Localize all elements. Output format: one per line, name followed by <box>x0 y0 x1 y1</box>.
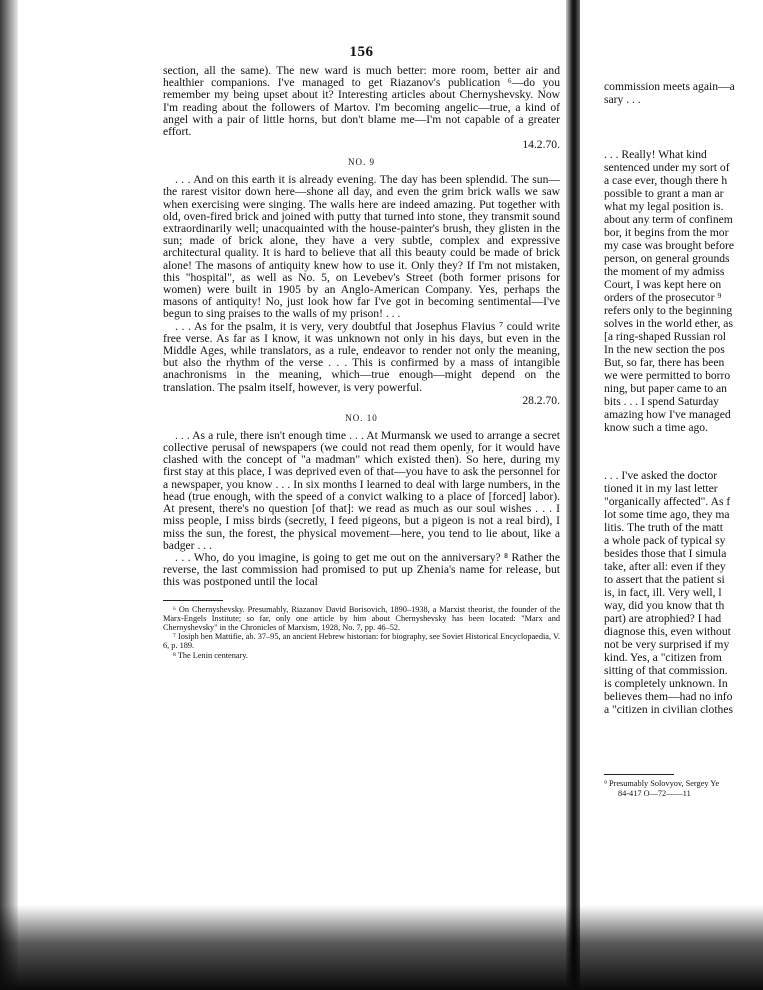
footnote: ⁷ Iosiph ben Mattifie, ab. 37–95, an ancient Hebrew historian: for biography, see Soviet Historical Encyclopaedia, V. 6, p. 189. <box>163 632 560 651</box>
right-page-block <box>604 148 763 434</box>
page-number: 156 <box>349 44 374 60</box>
text-line: we were permitted to borro <box>604 369 731 382</box>
text-line: a case ever, though there h <box>604 174 728 187</box>
text-line: refers only to the beginning <box>604 304 733 317</box>
text-line: person, on general grounds <box>604 252 730 265</box>
right-page-block <box>604 469 763 716</box>
text-line: know such a time ago. <box>604 421 708 434</box>
text-line: tioned it in my last letter <box>604 482 718 495</box>
text-line: besides those that I simula <box>604 547 727 560</box>
letter-date: 14.2.70. <box>522 138 560 152</box>
paragraph: . . . Who, do you imagine, is going to get me out on the anniversary? ⁸ Rather the reverse, the last commission had promised to put up Zhenia's name for release, but this was postponed until the local <box>163 550 560 589</box>
text-line: In the new section the pos <box>604 343 725 356</box>
letter-date: 28.2.70. <box>522 393 560 407</box>
text-line: possible to grant a man ar <box>604 187 724 200</box>
footnote-divider <box>163 600 223 601</box>
scan-edge-shadow <box>0 0 18 990</box>
text-line: kind. Yes, a "citizen from <box>604 651 722 664</box>
text-line: what my legal position is. <box>604 200 724 213</box>
text-line: to assert that the patient si <box>604 573 725 586</box>
letter-heading: NO. 9 <box>348 157 375 168</box>
text-line: litis. The truth of the matt <box>604 521 723 534</box>
text-line: sary . . . <box>604 93 641 106</box>
left-page <box>163 44 560 660</box>
text-line: . . . Really! What kind <box>604 148 707 161</box>
text-line: a "citizen in civilian clothes <box>604 703 733 716</box>
text-line: take, after all: even if they <box>604 560 726 573</box>
book-gutter <box>566 0 580 990</box>
text-line: bits . . . I spend Saturday <box>604 395 719 408</box>
text-line: lot some time ago, they ma <box>604 508 730 521</box>
text-line: sitting of that commission. <box>604 664 728 677</box>
footnote-divider <box>604 774 674 775</box>
text-line: . . . I've asked the doctor <box>604 469 718 482</box>
paragraph: . . . As a rule, there isn't enough time . . . At Murmansk we used to arrange a secret collective perusal of newspapers (we could not read them openly, for it would have clashed with the concept of "a madman" which existed then). So here, during my first stay at this place, I was deprived even of that—you have to ask the personnel for a newspaper, you know . . . In six months I learned to deal with large numbers, in the head (true enough, with the speed of a convict walking to a place of [forced] labor). At present, there's no question [of that]: we read as much as our soul wishes . . . I miss people, I miss birds (secretly, I feed pigeons, but a pigeon is not a real bird), I miss the sun, the forest, the physical movement—here, you tend to lie about, like a badger . . . <box>163 428 560 552</box>
text-line: solves in the world ether, as <box>604 317 733 330</box>
text-line: a whole pack of typical sy <box>604 534 726 547</box>
text-line: Court, I was kept here on <box>604 278 722 291</box>
scan-bottom-shadow <box>0 905 763 990</box>
footnotes <box>163 605 560 660</box>
text-line: the moment of my admiss <box>604 265 725 278</box>
footnote: ⁸ The Lenin centenary. <box>173 650 248 660</box>
print-code: 84-417 O—72——11 <box>618 789 691 798</box>
text-line: sentenced under my sort of <box>604 161 730 174</box>
paragraph: . . . As for the psalm, it is very, very doubtful that Josephus Flavius ⁷ could write free verse. As far as I know, it was unknown not only in his days, but even in the Middle Ages, while translators, as a rule, endeavor to render not only the meaning, but also the rhythm of the verse . . . This is confirmed by a mass of intangible anachronisms in the meaning, which—true enough—might depend on the translation. The psalm itself, however, is very powerful. <box>163 319 560 394</box>
text-line: "organically affected". As f <box>604 495 731 508</box>
text-line: commission meets again—a <box>604 80 735 93</box>
text-line: not be very surprised if my <box>604 638 730 651</box>
text-line: orders of the prosecutor ⁹ <box>604 291 722 304</box>
text-line: about any term of confinem <box>604 213 733 226</box>
text-line: is completely unknown. In <box>604 677 728 690</box>
text-line: amazing how I've managed <box>604 408 731 421</box>
footnote: ⁶ On Chernyshevsky. Presumably, Riazanov David Borisovich, 1890–1938, a Marxist theorist, the founder of the Marx-Engels Institute; so far, only one article by him about Chernyshevsky has been located: "Marx and Chernyshevsky" in the Chronicles of Marxism, 1928, No. 7, pp. 46–52. <box>163 604 560 632</box>
letter-heading: NO. 10 <box>345 412 378 423</box>
text-line: way, did you know that th <box>604 599 725 612</box>
right-page <box>604 80 763 799</box>
text-line: ning, but paper came to an <box>604 382 727 395</box>
text-line: diagnose this, even without <box>604 625 731 638</box>
paragraph-continuation: section, all the same). The new ward is much better: more room, better air and healthier companions. I've managed to get Riazanov's publication ⁶—do you remember my being upset about it? Interesting articles about Chernyshevsky. Now I'm reading about the followers of Martov. I'm becoming angelic—true, a kind of angel with a pair of little horns, but don't blame me—I'm not capable of a greater effort. <box>163 64 560 139</box>
text-line: my case was brought before <box>604 239 735 252</box>
text-line: But, so far, there has been <box>604 356 725 369</box>
footnote: ⁹ Presumably Solovyov, Sergey Ye <box>604 779 720 788</box>
text-line: part) are atrophied? I had <box>604 612 722 625</box>
text-line: believes them—had no info <box>604 690 733 703</box>
text-line: [a ring-shaped Russian rol <box>604 330 727 343</box>
right-page-block <box>604 80 763 106</box>
paragraph: . . . And on this earth it is already evening. The day has been splendid. The sun—the rarest visitor down here—shone all day, and even the grim brick walls we saw when exercising were singing. The walls here are indeed amazing. Put together with old, oven-fired brick and joined with putty that turned into stone, they transmit sound extraordinarily well; unacquainted with the house-painter's brush, they glisten in the sun; made of brick alone, they have a very subtle, complex and expressive architectural quality. It is hard to believe that all this beauty could be made of brick alone! The masons of antiquity knew how to use it. Only they? If I'm not mistaken, this "hospital", as well as No. 5, on Levebev's Street (both former prisons for women) were built in 1905 by an Anglo-American Company. Yes, perhaps the masons of antiquity! No, just look how far I've got in becoming sentimental—I've begun to sing praises to the walls of my prison! . . . <box>163 173 560 321</box>
text-line: bor, it begins from the mor <box>604 226 729 239</box>
text-line: is, in fact, ill. Very well, l <box>604 586 722 599</box>
